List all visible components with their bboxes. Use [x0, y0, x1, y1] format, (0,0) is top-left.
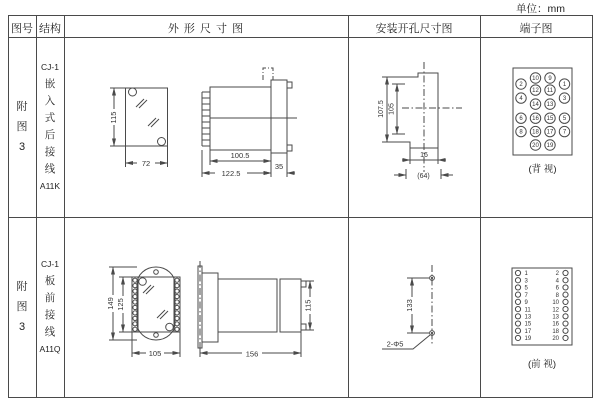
dim-slot-width: 16 — [420, 152, 428, 159]
terminal-circle — [515, 278, 520, 283]
terminal-circle — [563, 270, 568, 275]
terminal-view-label-back: (背 视) — [528, 164, 557, 175]
strip-circle — [133, 311, 137, 315]
strip-circle — [175, 305, 179, 309]
vertical-char: A11Q — [39, 344, 61, 354]
vertical-char: 图 — [16, 121, 28, 133]
strip-circle — [133, 294, 137, 298]
terminal-number: 4 — [555, 278, 559, 285]
dim-front-height: 115 — [109, 111, 118, 124]
vertical-char: CJ-1 — [41, 259, 59, 269]
vertical-char: 嵌 — [44, 78, 56, 90]
center-lines — [402, 62, 462, 172]
terminal-number: 9 — [548, 76, 552, 82]
strip-circle — [175, 300, 179, 304]
terminal-drawing-row2 — [480, 217, 592, 397]
vertical-char: 附 — [16, 101, 28, 113]
terminal-number: 15 — [546, 116, 554, 123]
strip-circle — [133, 300, 137, 304]
dim-side-body-depth: 100.5 — [230, 151, 250, 160]
mounting-drawing-row2 — [348, 217, 480, 397]
terminal-circle — [563, 307, 568, 312]
terminal-circle — [515, 292, 520, 297]
front-view-dim-lines — [114, 88, 168, 163]
structure-row2 — [36, 217, 64, 397]
dim-front-width: 105 — [148, 349, 162, 358]
terminal-number: 6 — [519, 116, 523, 123]
terminal-number: 5 — [562, 116, 567, 123]
header-outline-dims: 外 形 尺 寸 图 — [167, 23, 245, 35]
terminal-number: 1 — [562, 82, 567, 89]
terminal-number: 2 — [555, 271, 559, 278]
terminal-number: 11 — [546, 88, 554, 95]
terminal-number: 19 — [546, 143, 554, 149]
header-terminal-diagram: 端子图 — [519, 23, 553, 35]
terminal-number: 5 — [524, 285, 528, 292]
dim-side-length: 156 — [245, 349, 259, 359]
strip-circle — [133, 327, 137, 331]
front-terminal-strips — [133, 278, 179, 331]
terminal-drawing-row1 — [480, 37, 592, 217]
vertical-char: 接 — [44, 146, 56, 158]
terminal-circle — [563, 328, 568, 333]
strip-circle — [175, 316, 179, 320]
vertical-char: 3 — [18, 141, 26, 153]
terminal-number: 7 — [562, 129, 567, 136]
terminal-number: 17 — [546, 129, 554, 136]
dim-side-height: 115 — [303, 299, 313, 312]
terminal-circle — [515, 328, 520, 333]
terminal-circle — [515, 307, 520, 312]
dim-outer-height: 107.5 — [378, 100, 385, 118]
header-structure: 结构 — [39, 23, 61, 35]
vertical-char: 线 — [44, 163, 56, 175]
figure-number-row2 — [8, 217, 36, 397]
vertical-char: 后 — [44, 129, 56, 141]
terminal-circle — [563, 314, 568, 319]
strip-circle — [133, 316, 137, 320]
terminal-circle — [563, 299, 568, 304]
vertical-char: 接 — [44, 309, 56, 321]
terminal-circle — [563, 292, 568, 297]
terminal-circle — [563, 321, 568, 326]
dim-side-flange-depth: 35 — [274, 162, 284, 171]
strip-circle — [133, 322, 137, 326]
extension-lines — [110, 88, 168, 167]
outline-drawing-row1 — [64, 37, 348, 217]
vertical-char: 线 — [44, 326, 56, 338]
terminal-number: 13 — [524, 314, 532, 321]
extension-lines — [109, 267, 180, 357]
terminal-number: 17 — [524, 328, 532, 335]
vertical-char: 前 — [44, 292, 56, 304]
terminal-number: 9 — [524, 300, 528, 307]
strip-circle — [133, 278, 137, 282]
vertical-char: CJ-1 — [41, 62, 59, 72]
strip-circle — [175, 294, 179, 298]
strip-circle — [175, 278, 179, 282]
mounting-dim-lines — [387, 77, 453, 175]
unit-label: 单位：mm — [516, 3, 565, 15]
terminal-number: 4 — [519, 96, 523, 103]
strip-circle — [133, 289, 137, 293]
terminal-view-label-front: (前 视) — [528, 359, 556, 370]
terminal-circles-back — [516, 73, 570, 150]
terminal-circle — [515, 314, 520, 319]
terminal-circle — [563, 335, 568, 340]
terminal-circle — [515, 321, 520, 326]
terminal-number: 18 — [532, 129, 539, 136]
terminal-number: 20 — [552, 336, 559, 343]
terminal-circle — [515, 270, 520, 275]
glass-hatch — [136, 99, 159, 127]
terminal-number: 16 — [532, 116, 539, 123]
terminal-circle — [515, 299, 520, 304]
terminal-number: 13 — [546, 102, 554, 109]
strip-circle — [175, 311, 179, 315]
terminal-circle — [515, 335, 520, 340]
terminal-number: 12 — [532, 88, 539, 95]
terminal-number: 8 — [555, 292, 559, 299]
hole-callout: 2-Φ5 — [386, 339, 404, 349]
front-view-row2 — [109, 267, 180, 357]
figure-number-row1 — [8, 37, 36, 217]
strip-circle — [133, 305, 137, 309]
strip-circle — [175, 327, 179, 331]
terminal-number: 12 — [552, 307, 559, 314]
dim-front-width: 72 — [141, 159, 151, 168]
strip-circle — [133, 284, 137, 288]
terminal-number: 16 — [552, 321, 559, 328]
terminal-number: 10 — [532, 76, 539, 82]
vertical-char: 板 — [44, 275, 56, 287]
mounting-profile-row1 — [382, 73, 441, 179]
front-view-row1 — [110, 88, 168, 167]
vertical-char: 入 — [44, 95, 56, 107]
header-fig-no: 图号 — [11, 23, 33, 35]
terminal-number: 7 — [524, 292, 528, 299]
terminal-number: 8 — [519, 129, 523, 136]
terminal-number: 3 — [562, 96, 567, 103]
dim-front-outer-height: 149 — [106, 297, 115, 310]
vertical-char: 3 — [18, 321, 26, 333]
terminal-circle — [563, 278, 568, 283]
vertical-char: 式 — [44, 112, 56, 124]
vertical-char: A11K — [39, 181, 61, 191]
latch-handle — [263, 68, 273, 80]
structure-row1 — [36, 37, 64, 217]
terminal-comb — [202, 92, 210, 146]
strip-circle — [175, 322, 179, 326]
terminal-number: 20 — [532, 143, 539, 149]
dim-side-total-depth: 122.5 — [221, 169, 241, 178]
dim-front-inner-height: 125 — [116, 298, 125, 311]
terminal-number: 14 — [532, 102, 539, 109]
outline-drawing-row2 — [64, 217, 348, 397]
terminal-number: 11 — [524, 307, 531, 314]
terminal-number: 6 — [555, 285, 559, 292]
terminal-circles-front — [515, 270, 568, 342]
glass-hatch — [143, 285, 168, 319]
side-view-row2 — [198, 266, 314, 357]
terminal-circle — [515, 285, 520, 290]
terminal-number: 2 — [519, 82, 523, 89]
mounting-drawing-row1 — [348, 37, 480, 217]
terminal-number: 13 — [552, 314, 559, 321]
extension-lines — [200, 281, 314, 357]
terminal-circle — [563, 285, 568, 290]
dim-hole-spacing: 133 — [405, 299, 414, 312]
terminal-number: 3 — [524, 278, 528, 285]
strip-circle — [175, 284, 179, 288]
dim-overall-width: (64) — [417, 173, 430, 180]
terminal-number: 1 — [524, 271, 528, 278]
vertical-char: 附 — [16, 281, 28, 293]
terminal-number: 10 — [552, 300, 559, 307]
dim-inner-height: 105 — [388, 103, 396, 115]
terminal-number: 15 — [524, 321, 532, 328]
terminal-number: 18 — [552, 328, 559, 335]
header-mounting-dims: 安装开孔尺寸图 — [375, 23, 453, 35]
vertical-char: 图 — [16, 301, 28, 313]
terminal-number: 19 — [524, 336, 532, 343]
strip-circle — [175, 289, 179, 293]
